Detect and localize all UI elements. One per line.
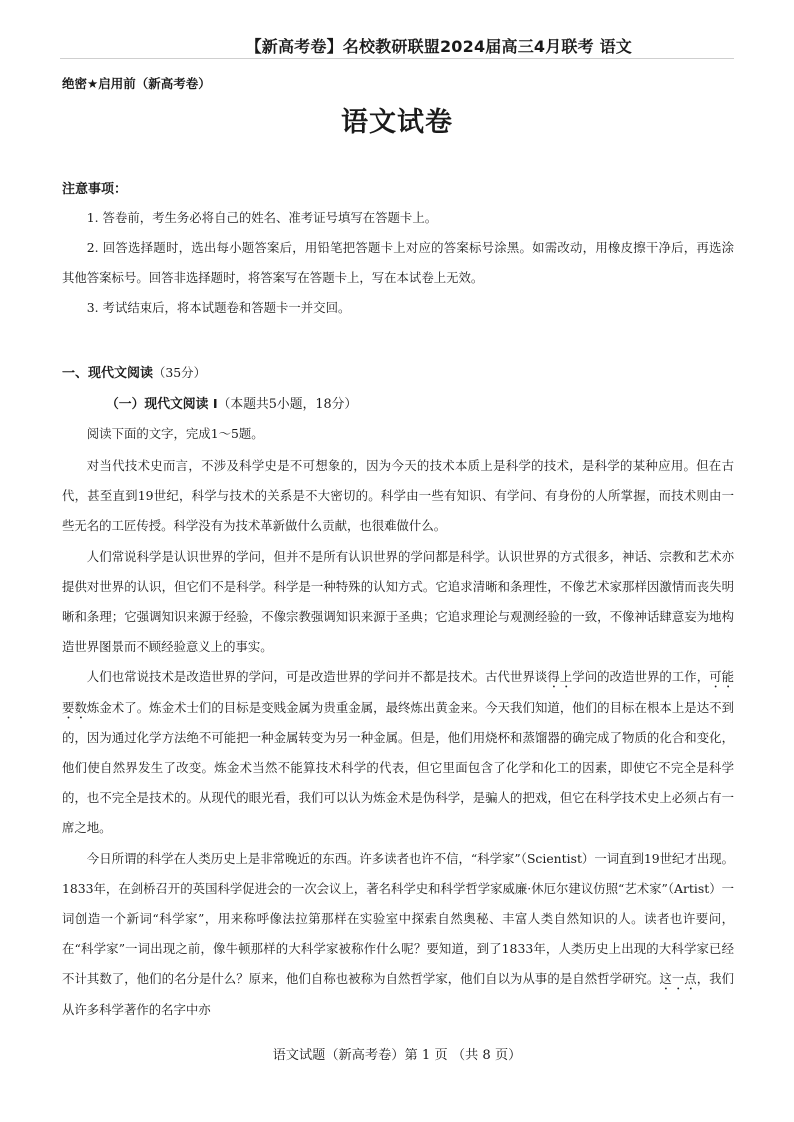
passage-paragraph	[62, 662, 734, 843]
section-title: 一、现代文阅读	[62, 366, 154, 381]
notice-item: 3. 考试结束后，将本试题卷和答题卡一并交回。	[86, 300, 351, 315]
passage-text: 学问的改造世界的工作，	[572, 669, 710, 685]
passage-text: 今日所谓的科学在人类历史上是非常晚近的东西。许多读者也许不信，“科学家”（Scientist）一词直到19世纪才出现。1833年，在剑桥召开的英国科学促进会的一次会议上，著名科学史和科学哲学家威廉·休厄尔建议仿照“艺术家”（Artist）一词创造一个新词“科学家”，用来称呼像法拉第那样在实验室中探索自然奥秘、丰富人类自然知识的人。读者也许要问，在“科学家”一词出现之前，像牛顿那样的大科学家被称作什么呢？要知道，到了1833年，人类历史上出现的大科学家已经不计其数了，他们的名分是什么？原来，他们自称也被称为自然哲学家，他们自以为从事的是自然哲学研究。	[62, 850, 734, 987]
notice-heading: 注意事项：	[62, 182, 128, 197]
passage-text: 人们也常说技术是改造世界的学问，可是改造世界的学问并不都是技术。古代世界谈	[86, 669, 548, 685]
page-footer: 语文试题（新高考卷）第 1 页 （共 8 页）	[272, 1048, 522, 1063]
notice-list	[62, 203, 734, 323]
header-divider	[60, 58, 734, 59]
subsection-title: （一）现代文阅读 I	[106, 397, 218, 412]
section-heading	[62, 362, 206, 381]
passage-text: ，我们从许多科学著作的名字中亦	[62, 971, 735, 1017]
passage-paragraph	[62, 844, 734, 1025]
confidential-label: 绝密★启用前（新高考卷）	[62, 76, 211, 91]
emphasized-text: 可能要数	[62, 669, 735, 715]
notice-item: 2. 回答选择题时，选出每小题答案后，用铅笔把答题卡上对应的答案标号涂黑。如需改动，用橡皮擦干净后，再选涂其他答案标号。回答非选择题时，将答案写在答题卡上，写在本试卷上无效。	[62, 240, 734, 285]
notice-item: 1. 答卷前，考生务必将自己的姓名、准考证号填写在答题卡上。	[86, 210, 438, 225]
subsection-heading	[106, 393, 357, 412]
emphasized-text: 得上	[547, 669, 573, 685]
passage-paragraph: 人们常说科学是认识世界的学问，但并不是所有认识世界的学问都是科学。认识世界的方式很多，神话、宗教和艺术亦提供对世界的认识，但它们不是科学。科学是一种特殊的认知方式。它追求清晰和条理性，不像艺术家那样因激情而丧失明晰和条理；它强调知识来源于经验，不像宗教强调知识来源于圣典；它追求理论与观测经验的一致，不像神话肆意妄为地构造世界图景而不顾经验意义上的事实。	[62, 548, 734, 655]
subsection-note: （本题共5小题，18分）	[217, 397, 358, 412]
paper-title: 语文试卷	[341, 107, 453, 138]
reading-instruction: 阅读下面的文字，完成1～5题。	[86, 426, 264, 441]
passage-text: 炼金术了。炼金术士们的目标是变贱金属为贵重金属，最终炼出黄金来。今天我们知道，他们的目标在根本上是达不到的，因为通过化学方法绝不可能把一种金属转变为另一种金属。但是，他们用烧杯和蒸馏器的确完成了物质的化合和变化，他们使自然界发生了改变。炼金术当然不能算技术科学的代表，但它里面包含了化学和化工的因素，即使它不完全是科学的，也不完全是技术的。从现代的眼光看，我们可以认为炼金术是伪科学，是骗人的把戏，但它在科学技术史上必须占有一席之地。	[62, 699, 735, 836]
reading-passage	[62, 451, 734, 1025]
emphasized-text: 这一点	[659, 971, 697, 987]
document-source-title: 【新高考卷】名校教研联盟2024届高三4月联考 语文	[245, 37, 632, 56]
passage-paragraph: 对当代技术史而言，不涉及科学史是不可想象的，因为今天的技术本质上是科学的技术，是科学的某种应用。但在古代，甚至直到19世纪，科学与技术的关系是不大密切的。科学由一些有知识、有学问、有身份的人所掌握，而技术则由一些无名的工匠传授。科学没有为技术革新做什么贡献，也很难做什么。	[62, 458, 734, 534]
section-score: （35分）	[153, 365, 206, 380]
